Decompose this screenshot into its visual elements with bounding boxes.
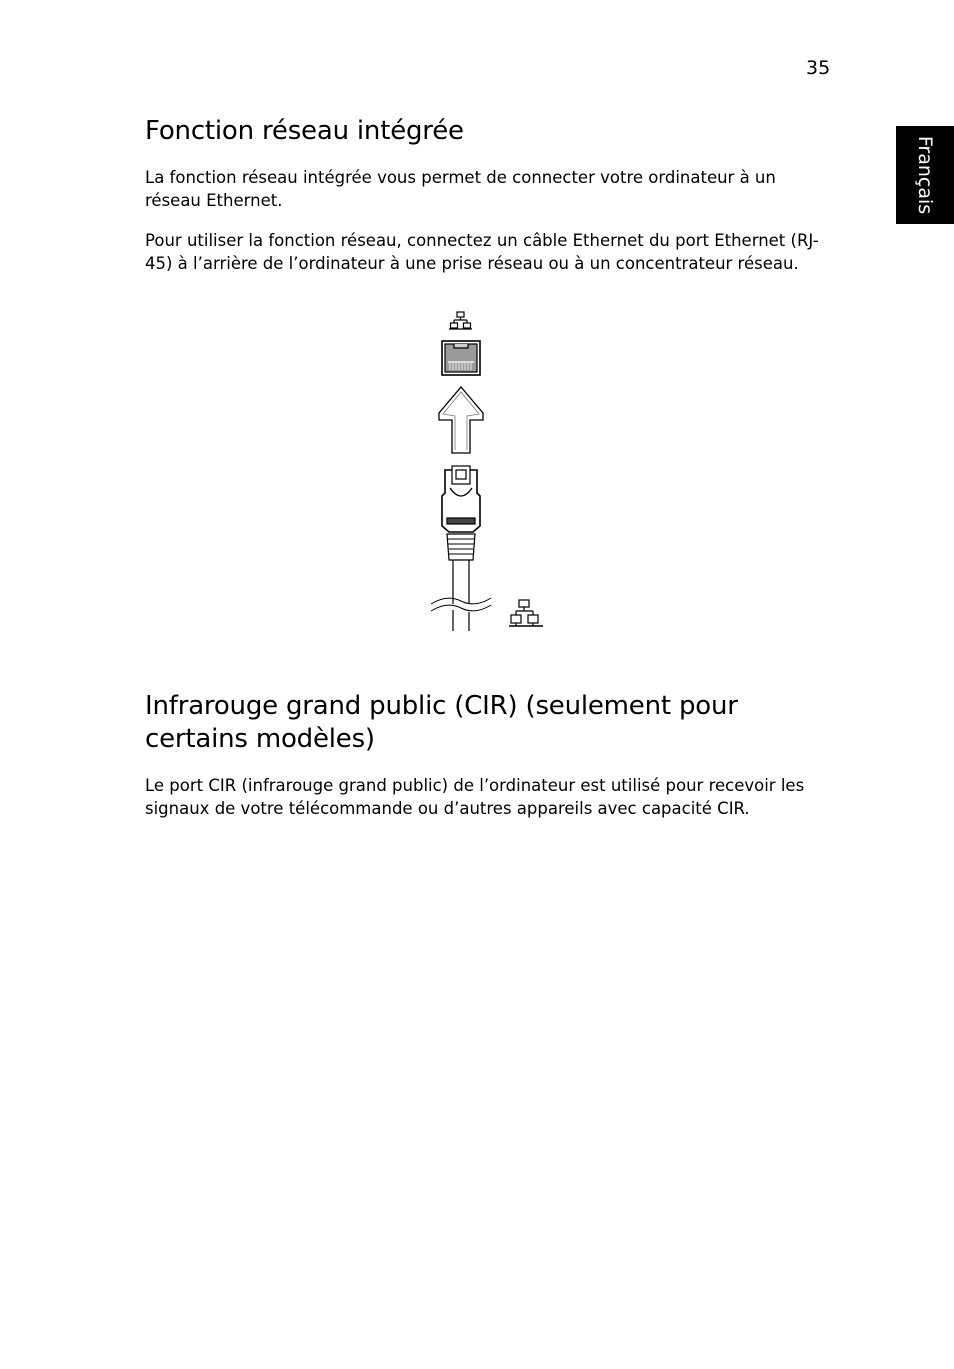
up-arrow-icon xyxy=(439,387,483,453)
network-icon xyxy=(449,312,472,329)
network-paragraph-2: Pour utiliser la fonction réseau, connectez un câble Ethernet du port Ethernet (RJ-45) à l’arrière de l’ordinateur à une prise réseau ou à un concentrateur réseau. xyxy=(145,231,819,273)
language-tab-label: Français xyxy=(914,135,936,215)
ethernet-connection-figure xyxy=(425,308,555,638)
section-title-network: Fonction réseau intégrée xyxy=(145,116,464,146)
network-icon xyxy=(509,600,543,626)
language-tab xyxy=(896,126,954,224)
cir-paragraph-1: Le port CIR (infrarouge grand public) de l’ordinateur est utilisé pour recevoir les signaux de votre télécommande ou d’autres appareils avec capacité CIR. xyxy=(145,776,805,818)
rj45-plug-icon xyxy=(442,466,480,604)
page-number: 35 xyxy=(806,57,831,79)
network-paragraph-1: La fonction réseau intégrée vous permet de connecter votre ordinateur à un réseau Ethernet. xyxy=(145,168,776,210)
section-title-cir: Infrarouge grand public (CIR) (seulement pour certains modèles) xyxy=(145,691,738,754)
cable-break-icon xyxy=(431,598,491,631)
ethernet-port-icon xyxy=(442,341,480,375)
